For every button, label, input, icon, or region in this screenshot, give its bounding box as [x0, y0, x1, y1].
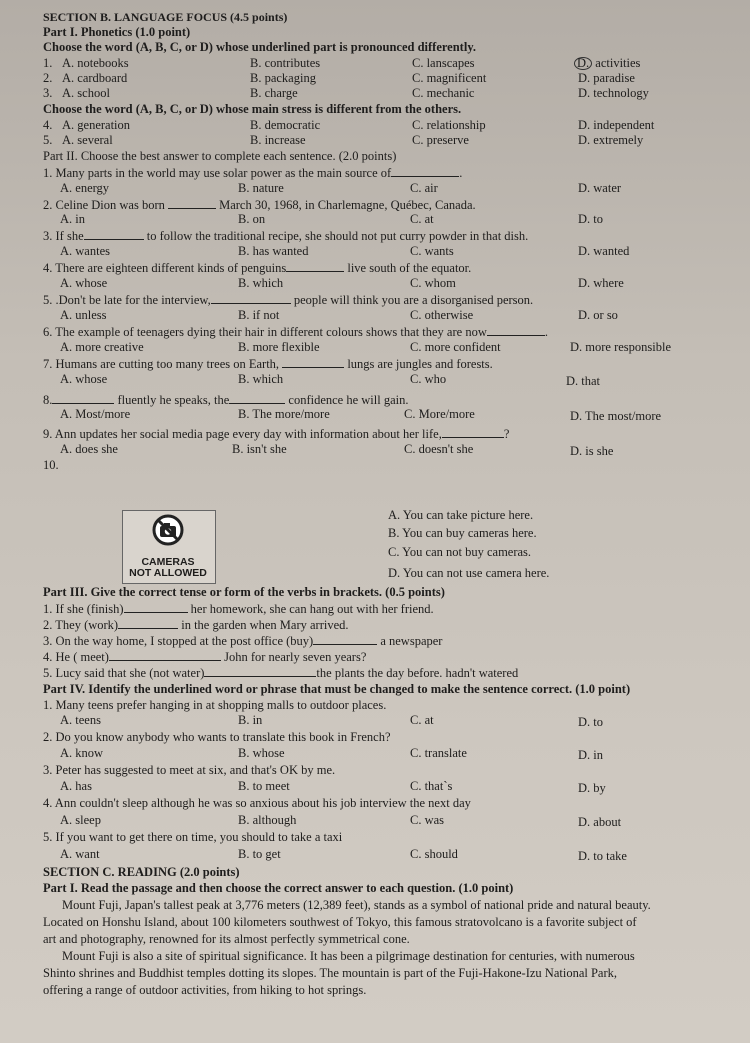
q5-option-d: D. extremely [578, 133, 644, 147]
q4-option-d: D. independent [578, 118, 655, 132]
p2-q6-text-b: . [544, 325, 548, 339]
passage-p1-line-2: Located on Honshu Island, about 100 kilometers southwest of Tokyo, this famous stratovolcano is a favorite subject of [43, 915, 637, 929]
q1-option-b: B. contributes [250, 56, 321, 70]
p2-q1-option-b: B. nature [238, 181, 284, 195]
p2-q7-stem [43, 356, 493, 371]
answer-blank[interactable] [124, 601, 188, 613]
p2-q3-option-c: C. wants [410, 244, 454, 258]
p2-q9-text-a: 9. Ann updates her social media page every day with information about her life, [43, 427, 442, 441]
q4-option-a: A. generation [62, 118, 131, 132]
p2-q1-option-c: C. air [410, 181, 438, 195]
p2-q1-text: 1. Many parts in the world may use solar power as the main source of [43, 166, 392, 180]
q2-option-b: B. packaging [250, 71, 316, 85]
answer-blank[interactable] [52, 392, 114, 404]
sign-line-2: NOT ALLOWED [129, 567, 207, 579]
part3-title: Part III. Give the correct tense or form of the verbs in brackets. (0.5 points) [43, 585, 445, 599]
q5-option-b: B. increase [250, 133, 306, 147]
p3-line-1-a: 1. If she (finish) [43, 602, 124, 616]
p2-q6-text-a: 6. The example of teenagers dying their hair in different colours shows that they are now [43, 325, 487, 339]
p2-q10-number: 10. [43, 458, 59, 472]
p2-q4-option-b: B. which [238, 276, 284, 290]
p4-q1-option-a: A. teens [60, 713, 101, 727]
p4-q2-stem: 2. Do you know anybody who wants to translate this book in French? [43, 730, 391, 744]
p3-line-3-a: 3. On the way home, I stopped at the post office (buy) [43, 634, 314, 648]
passage-p2-line-1: Mount Fuji is also a site of spiritual significance. It has been a pilgrimage destination for centuries, with numerous [62, 949, 635, 963]
circled-answer: D. [574, 57, 592, 70]
p4-q1-stem: 1. Many teens prefer hanging in at shopping malls to outdoor places. [43, 698, 387, 712]
p4-q3-option-d: D. by [578, 781, 606, 795]
p2-q5-option-b: B. if not [238, 308, 280, 322]
p3-line-2 [43, 617, 349, 632]
p2-q7-text-b: lungs are jungles and forests. [347, 357, 493, 371]
answer-blank[interactable] [118, 617, 178, 629]
section-b-title: SECTION B. LANGUAGE FOCUS (4.5 points) [43, 10, 288, 24]
q3-option-d: D. technology [578, 86, 649, 100]
q2-number: 2. [43, 71, 53, 85]
answer-blank[interactable] [487, 324, 545, 336]
p2-q4-text-b: live south of the equator. [347, 261, 472, 275]
q1-option-d [574, 56, 640, 70]
p3-line-5-b: the plants the day before. hadn't watered [316, 666, 519, 680]
passage-p1-line-1: Mount Fuji, Japan's tallest peak at 3,776 meters (12,389 feet), stands as a symbol of national pride and natural beauty. [62, 898, 651, 912]
q2-option-a: A. cardboard [62, 71, 128, 85]
p2-q5-option-c: C. otherwise [410, 308, 474, 322]
p4-q3-option-c: C. that`s [410, 779, 453, 793]
p4-q4-option-c: C. was [410, 813, 445, 827]
p2-q10-option-c: C. You can not buy cameras. [388, 545, 532, 559]
p2-q2-text-b: March 30, 1968, in Charlemagne, Québec, Canada. [219, 198, 476, 212]
p3-line-4 [43, 649, 366, 664]
p2-q8-stem [43, 392, 409, 407]
q5-option-a: A. several [62, 133, 113, 147]
p3-line-4-a: 4. He ( meet) [43, 650, 109, 664]
p2-q5-option-a: A. unless [60, 308, 107, 322]
p2-q9-option-b: B. isn't she [232, 442, 287, 456]
p2-q10-option-b: B. You can buy cameras here. [388, 526, 537, 540]
answer-blank[interactable] [211, 292, 291, 304]
p2-q8-option-a: A. Most/more [60, 407, 131, 421]
no-camera-icon [152, 514, 184, 546]
answer-blank[interactable] [229, 392, 285, 404]
section-c-title: SECTION C. READING (2.0 points) [43, 865, 240, 879]
p3-line-5 [43, 665, 518, 680]
p2-q4-option-a: A. whose [60, 276, 108, 290]
p2-q7-option-b: B. which [238, 372, 284, 386]
p2-q7-option-c: C. who [410, 372, 447, 386]
q1-number: 1. [43, 56, 53, 70]
stress-instruction: Choose the word (A, B, C, or D) whose main stress is different from the others. [43, 102, 462, 116]
answer-blank[interactable] [168, 197, 216, 209]
p2-q1-option-d: D. water [578, 181, 622, 195]
q1-option-a: A. notebooks [62, 56, 129, 70]
p2-q2-option-a: A. in [60, 212, 85, 226]
p2-q6-option-c: C. more confident [410, 340, 501, 354]
p3-line-1 [43, 601, 434, 616]
answer-blank[interactable] [391, 165, 459, 177]
answer-blank[interactable] [313, 633, 377, 645]
p4-q5-option-b: B. to get [238, 847, 281, 861]
p3-line-3-b: a newspaper [380, 634, 443, 648]
p2-q4-option-d: D. where [578, 276, 624, 290]
camera-sign [122, 510, 214, 582]
p2-q7-text-a: 7. Humans are cutting too many trees on Earth, [43, 357, 280, 371]
p2-q8-option-b: B. The more/more [238, 407, 330, 421]
p4-q2-option-b: B. whose [238, 746, 285, 760]
q3-option-b: B. charge [250, 86, 298, 100]
p2-q6-option-b: B. more flexible [238, 340, 320, 354]
part1-title: Part I. Phonetics (1.0 point) [43, 25, 191, 39]
passage-p1-line-3: art and photography, renowned for its almost perfectly symmetrical cone. [43, 932, 410, 946]
p4-q3-option-a: A. has [60, 779, 92, 793]
answer-blank[interactable] [84, 228, 144, 240]
answer-blank[interactable] [442, 426, 504, 438]
p2-q1-stem [43, 165, 462, 180]
p2-q3-text-b: to follow the traditional recipe, she should not put curry powder in that dish. [146, 229, 529, 243]
q2-option-d: D. paradise [578, 71, 635, 85]
p2-q1-end: . [459, 166, 463, 180]
p2-q5-option-d: D. or so [578, 308, 618, 322]
p4-q4-stem: 4. Ann couldn't sleep although he was so anxious about his job interview the next day [43, 796, 471, 810]
passage-p2-line-2: Shinto shrines and Buddhist temples dotting its slopes. The mountain is part of the Fuji-Hakone-Izu National Park, [43, 966, 618, 980]
q3-option-c: C. mechanic [412, 86, 475, 100]
p2-q7-option-d: D. that [566, 374, 601, 388]
p2-q4-option-c: C. whom [410, 276, 456, 290]
p4-q1-option-d: D. to [578, 715, 603, 729]
p4-q4-option-d: D. about [578, 815, 622, 829]
p2-q2-option-c: C. at [410, 212, 434, 226]
p2-q3-option-a: A. wantes [60, 244, 110, 258]
sign-line-1: CAMERAS [141, 556, 195, 568]
answer-blank[interactable] [282, 356, 344, 368]
p2-q8-option-d: D. The most/more [570, 409, 662, 423]
p4-q5-option-c: C. should [410, 847, 458, 861]
p4-q3-stem: 3. Peter has suggested to meet at six, and that's OK by me. [43, 763, 336, 777]
p2-q9-option-a: A. does she [60, 442, 118, 456]
section-c-part1-title: Part I. Read the passage and then choose the correct answer to each question. (1.0 point) [43, 881, 514, 895]
q1-option-c: C. lanscapes [412, 56, 475, 70]
p4-q4-option-a: A. sleep [60, 813, 101, 827]
answer-blank[interactable] [109, 649, 221, 661]
p4-q3-option-b: B. to meet [238, 779, 290, 793]
p3-line-3 [43, 633, 442, 648]
p2-q2-text-a: 2. Celine Dion was born [43, 198, 165, 212]
p2-q8-text-c: confidence he will gain. [288, 393, 409, 407]
q5-option-c: C. preserve [412, 133, 469, 147]
p2-q9-option-c: C. doesn't she [404, 442, 474, 456]
p2-q2-option-b: B. on [238, 212, 266, 226]
q4-number: 4. [43, 118, 53, 132]
p2-q5-text-b: people will think you are a disorganised person. [293, 293, 534, 307]
p3-line-2-a: 2. They (work) [43, 618, 119, 632]
p2-q5-text-a: 5. .Don't be late for the interview, [43, 293, 211, 307]
p3-line-5-a: 5. Lucy said that she (not water) [43, 666, 205, 680]
p3-line-2-b: in the garden when Mary arrived. [181, 618, 349, 632]
q2-option-c: C. magnificent [412, 71, 487, 85]
p2-q6-option-d: D. more responsible [570, 340, 672, 354]
p4-q5-option-a: A. want [60, 847, 100, 861]
p2-q6-stem [43, 324, 548, 339]
p2-q2-stem [43, 197, 476, 212]
p2-q7-option-a: A. whose [60, 372, 108, 386]
p3-line-4-b: John for nearly seven years? [224, 650, 367, 664]
q3-option-a: A. school [62, 86, 110, 100]
p2-q5-stem [43, 292, 533, 307]
p4-q1-option-c: C. at [410, 713, 434, 727]
q5-number: 5. [43, 133, 53, 147]
p2-q10-option-d: D. You can not use camera here. [388, 566, 550, 580]
q4-option-c: C. relationship [412, 118, 486, 132]
p2-q3-option-d: D. wanted [578, 244, 630, 258]
p4-q2-option-c: C. translate [410, 746, 467, 760]
answer-blank[interactable] [286, 260, 344, 272]
p4-q5-stem: 5. If you want to get there on time, you should to take a taxi [43, 830, 343, 844]
answer-blank[interactable] [204, 665, 316, 677]
passage-p2-line-3: offering a range of outdoor activities, from hiking to hot springs. [43, 983, 367, 997]
q3-number: 3. [43, 86, 53, 100]
p2-q10-option-a: A. You can take picture here. [388, 508, 534, 522]
p2-q4-text-a: 4. There are eighteen different kinds of penguins [43, 261, 287, 275]
p2-q9-option-d: D. is she [570, 444, 614, 458]
underline-instruction: Choose the word (A, B, C, or D) whose underlined part is pronounced differently. [43, 40, 477, 54]
p2-q1-option-a: A. energy [60, 181, 110, 195]
p2-q3-option-b: B. has wanted [238, 244, 309, 258]
p2-q4-stem [43, 260, 471, 275]
q4-option-b: B. democratic [250, 118, 321, 132]
part4-title: Part IV. Identify the underlined word or phrase that must be changed to make the sentence correct. (1.0 point) [43, 682, 631, 696]
p2-q2-option-d: D. to [578, 212, 603, 226]
p2-q9-stem [43, 426, 509, 441]
p2-q8-option-c: C. More/more [404, 407, 475, 421]
p2-q6-option-a: A. more creative [60, 340, 144, 354]
p4-q1-option-b: B. in [238, 713, 263, 727]
p2-q9-text-b: ? [503, 427, 510, 441]
p4-q2-option-d: D. in [578, 748, 603, 762]
p4-q5-option-d: D. to take [578, 849, 627, 863]
part2-title: Part II. Choose the best answer to complete each sentence. (2.0 points) [43, 149, 397, 163]
p3-line-1-b: her homework, she can hang out with her friend. [190, 602, 434, 616]
q1-option-d-text: activities [595, 56, 641, 70]
p4-q4-option-b: B. although [238, 813, 297, 827]
p2-q8-text-a: 8. [43, 393, 53, 407]
p2-q3-text-a: 3. If she [43, 229, 84, 243]
p2-q8-text-b: fluently he speaks, the [117, 393, 230, 407]
p4-q2-option-a: A. know [60, 746, 104, 760]
p2-q3-stem [43, 228, 528, 243]
